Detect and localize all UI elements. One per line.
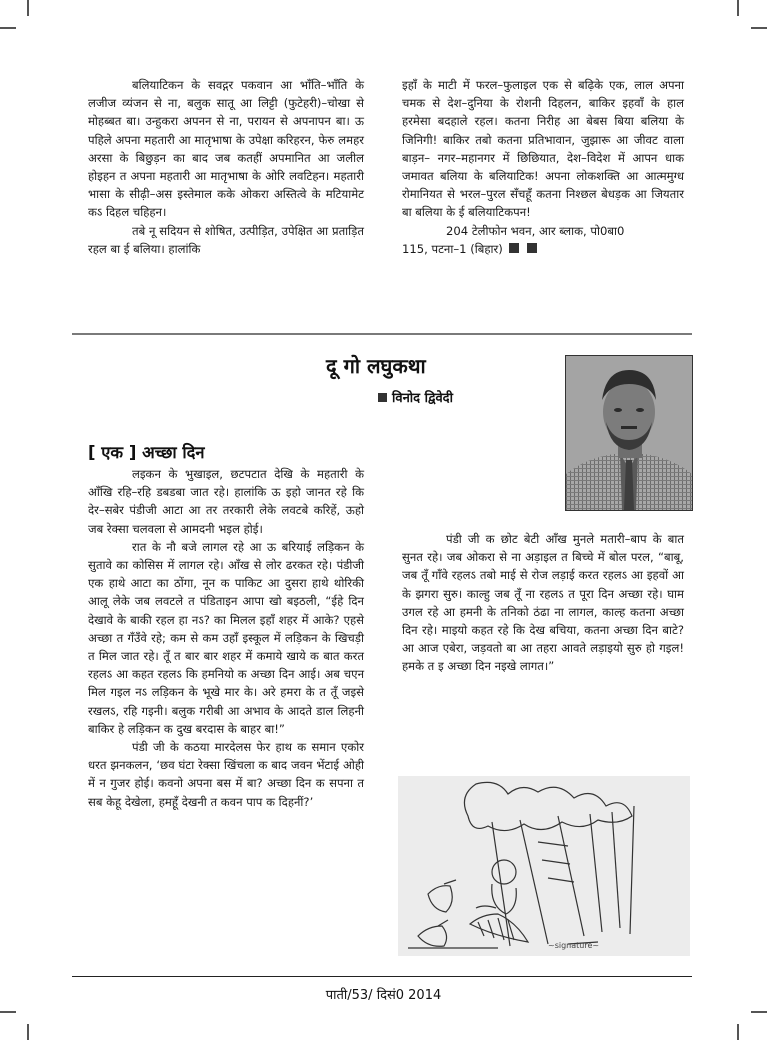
author-photo bbox=[565, 355, 693, 511]
paragraph: पंडी जी के कठया मारदेलस फेर हाथ क समान एकोर धरत झनकलन, ‘छव घंटा रेक्सा खिंचला क बाद जवन भेंटाई ओही में न गुजर होई। कवनो अपना बस में बा? अच्छा दिन क सपना त सब केहू देखेला, हमहूँ देखनी त कवन पाप क दिहनीं?’ bbox=[88, 740, 364, 809]
crop-mark bbox=[751, 27, 767, 29]
illustration bbox=[398, 776, 690, 956]
square-icon bbox=[509, 243, 519, 253]
sketch-icon bbox=[398, 776, 690, 956]
footer-divider bbox=[72, 976, 692, 977]
paragraph: बलियाटिकन के सवद्गर पकवान आ भाँति–भाँति के लजीज व्यंजन से ना, बलुक सातू आ लिट्टी (फुटेहरी)–चोखा से मोहब्बत बा। उन्हुकरा अपनन से ना, परायन से अपनापन बा। ऊ पहिले अपना महतारी आ मातृभाषा के उपेक्षा करिहरन, फेरु लमहर अरसा के बिछुड़न का बाद जब कतहीं अपमानित आ जलील होइहन त अपना महतारी आ मातृभाषा के ओरि लवटिहन। महतारी भासा के सीढ़ी–अस इस्तेमाल कके ओकरा अस्तित्वे के मटियामेट कऽ दिहल चहिहन। bbox=[88, 78, 364, 220]
crop-mark bbox=[27, 1024, 29, 1040]
portrait-icon bbox=[566, 356, 692, 510]
paragraph: लइकन के भुखाइल, छटपटात देखि के महतारी के आँखि रहि–रहि डबडबा जात रहे। हालांकि ऊ इहो जानत रहे कि देर–सबेर पंडीजी आटा आ तर तरकारी लेके लवटबे करिहें, ऊहो जब रेक्सा चलवला से आमदनी भइल होई। bbox=[88, 467, 364, 536]
crop-mark bbox=[751, 1011, 767, 1013]
address-line-2: 115, पटना–1 (बिहार) bbox=[402, 241, 503, 256]
article-title: दू गो लघुकथा bbox=[326, 354, 426, 378]
square-icon bbox=[527, 243, 537, 253]
paragraph: इहाँ के माटी में फरल–फुलाइल एक से बढ़िके एक, लाल अपना चमक से देश–दुनिया के रोशनी दिहलन, बाकिर इहवाँ के हाल हरमेसा बदहाले रहल। कतना निरीह आ बेबस बिया बलिया के जिनिगी! बाकिर तबो कतना प्रतिभावान, जुझारू आ जीवट वाला बाड़न– नगर–महानगर में छिछियात, देश–विदेश में आपन धाक जमावत बलिया के बलियाटिक! अपना लोकशक्ति आ आत्ममुग्ध रोमानियत से भरल–पुरल सँचहूँ कतना निश्छल बेधड़क आ जियतार बा बलिया के ई बलियाटिकपन! bbox=[402, 78, 684, 220]
svg-text:~signature~: ~signature~ bbox=[548, 941, 600, 950]
crop-mark bbox=[737, 1024, 739, 1040]
page-footer: पाती/53/ दिसं0 2014 bbox=[325, 988, 442, 1003]
crop-mark bbox=[737, 0, 739, 16]
story-right-column bbox=[402, 530, 684, 676]
top-right-column bbox=[402, 76, 684, 258]
author-name: विनोद द्विवेदी bbox=[392, 391, 453, 406]
address-line bbox=[402, 240, 684, 258]
crop-mark bbox=[0, 1011, 16, 1013]
author-byline bbox=[378, 388, 453, 406]
section-divider bbox=[72, 333, 692, 335]
crop-mark bbox=[27, 0, 29, 16]
top-left-column bbox=[88, 76, 364, 258]
paragraph: पंडी जी क छोट बेटी आँख मुनले मतारी–बाप के बात सुनत रहे। जब ओकरा से ना अड़ाइल त बिच्चे में बोल परल, “बाबू, जब तूँ गाँवे रहलऽ तबो माई से रोज लड़ाई करत रहलऽ आ इहवों आ के झगरा सुरु। काल्हु जब तूँ ना रहलऽ त पूरा दिन अच्छा रहे। घाम उगल रहे आ हमनी के तनिको ठंढा ना लागल, काल्ह कतना अच्छा दिन रहे। माइयो कहत रहे कि देख बचिया, कतना अच्छा दिन बाटे? आ आज एबेरा, जड़वतो बा आ तहरा आवते लड़ाइयो सुरु हो गइल! हमके त इ अच्छा दिन नइखे लागत।” bbox=[402, 532, 684, 674]
paragraph: रात के नौ बजे लागल रहे आ ऊ बरियाई लड़िकन के सुतावे का कोसिस में लागल रहे। आँख से लोर ढरकत रहे। पंडीजी एक हाथे आटा का ठोंगा, नून क पाकिट आ दुसरा हाथे थोरिकी आलू लेके जब लवटले त पंडिताइन आपा खो बइठली, “ईहे दिन देखावे के बाकी रहल हा नऽ? का मिलल इहाँ शहर में आके? एहसे अच्छा त गँउँवे रहे; कम से कम उहाँ इस्कूल में लड़िकन के खिचड़ी त मिल जात रहे। तूँ त बार बार शहर में कमाये खाये क बात करत रहलऽ आ कहत रहलऽ कि हमनियो क अच्छा दिन आई। अब चएन मिल गइल नऽ लड़िकन के भूखे मार के। अरे हमरा के त तूँ जइसे रखलऽ, रहि गइनी। बलुक गरीबी आ अभाव के आदते डाल लिहनी बाकिर हे लड़िकन क दुख बरदास के बाहर बा!” bbox=[88, 539, 364, 736]
end-marks bbox=[506, 242, 542, 256]
address-line: 204 टेलीफोन भवन, आर ब्लाक, पो0बा0 bbox=[446, 223, 625, 238]
paragraph: तबे नू सदियन से शोषित, उत्पीड़ित, उपेक्षित आ प्रताड़ित रहल बा ई बलिया। हालांकि bbox=[88, 223, 364, 256]
square-icon bbox=[378, 393, 387, 402]
crop-mark bbox=[0, 27, 16, 29]
story-left-column bbox=[88, 465, 364, 811]
story-heading: [ एक ] अच्छा दिन bbox=[88, 443, 205, 462]
